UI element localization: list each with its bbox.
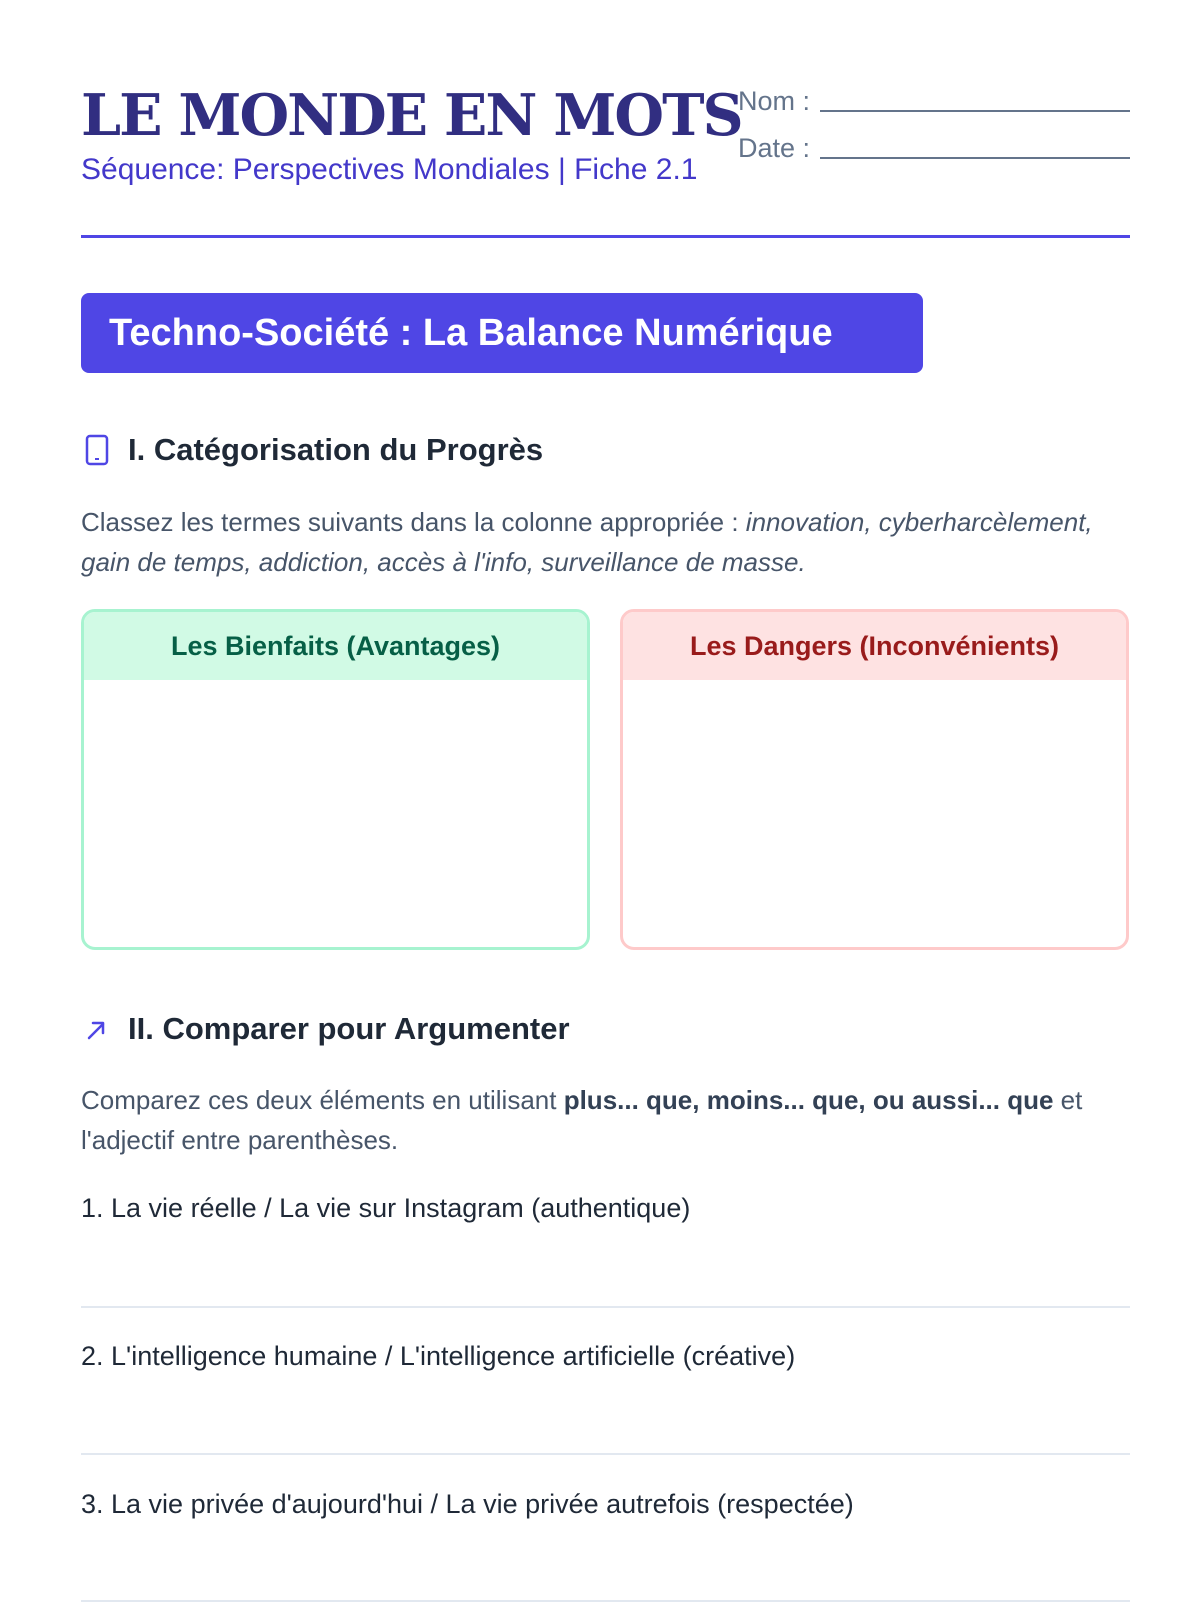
dangers-header: Les Dangers (Inconvénients) — [623, 612, 1126, 680]
instruction-start: Comparez ces deux éléments en utilisant — [81, 1085, 564, 1115]
arrow-up-right-icon — [81, 1009, 115, 1049]
tablet-icon — [81, 430, 115, 470]
question-1: 1. La vie réelle / La vie sur Instagram (authentique) — [81, 1193, 691, 1223]
answer-line-1[interactable] — [81, 1306, 1130, 1308]
header-divider — [81, 235, 1130, 238]
section-2-title: II. Comparer pour Argumenter — [128, 1011, 570, 1046]
section-1-instruction — [81, 502, 1141, 582]
date-label: Date : — [738, 133, 811, 163]
sequence-subtitle: Séquence: Perspectives Mondiales | Fiche 2.1 — [81, 153, 698, 186]
terms-list: innovation, cyberharcèlement, gain de temps, addiction, accès à l'info, surveillance de masse. — [81, 507, 1093, 577]
section-1-heading — [81, 430, 544, 470]
date-blank-line — [820, 157, 1130, 159]
comparatives: plus... que, moins... que, ou aussi... que — [563, 1085, 1054, 1115]
section-2-instruction — [81, 1080, 1141, 1160]
advantages-column[interactable] — [81, 609, 590, 950]
dangers-column[interactable] — [620, 609, 1129, 950]
answer-line-2[interactable] — [81, 1453, 1130, 1455]
name-field[interactable] — [738, 84, 1130, 118]
section-2-heading — [81, 1009, 570, 1049]
name-blank-line — [820, 110, 1130, 112]
instruction-text: Classez les termes suivants dans la colonne appropriée : — [81, 507, 746, 537]
worksheet-banner: Techno-Société : La Balance Numérique — [81, 293, 923, 373]
page-title: LE MONDE EN MOTS — [81, 82, 742, 149]
advantages-header: Les Bienfaits (Avantages) — [84, 612, 587, 680]
question-3: 3. La vie privée d'aujourd'hui / La vie privée autrefois (respectée) — [81, 1489, 854, 1519]
question-2: 2. L'intelligence humaine / L'intelligence artificielle (créative) — [81, 1341, 796, 1371]
name-label: Nom : — [738, 86, 811, 116]
instruction-end: et l'adjectif entre parenthèses. — [81, 1085, 1083, 1155]
date-field[interactable] — [738, 131, 1130, 165]
section-1-title: I. Catégorisation du Progrès — [128, 432, 544, 467]
